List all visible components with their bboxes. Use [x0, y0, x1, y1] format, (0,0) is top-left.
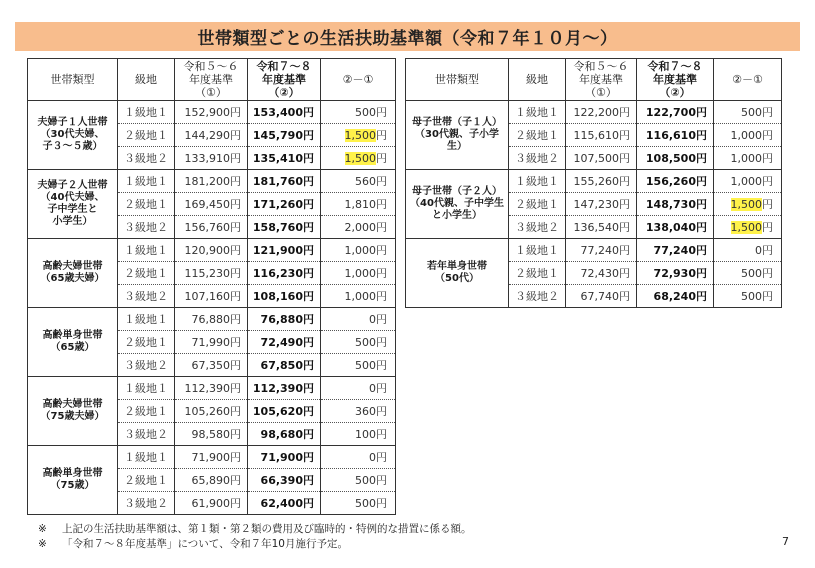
table-row — [406, 170, 782, 193]
household-type-line: 母子世帯（子２人） — [412, 186, 502, 197]
difference-cell — [321, 101, 396, 124]
difference-value: 1,000 — [344, 290, 376, 303]
new-standard-cell: 158,760円 — [248, 216, 321, 239]
level-cell: ３級地２ — [118, 423, 175, 446]
difference-cell — [714, 124, 782, 147]
household-type-line: 母子世帯（子１人） — [412, 117, 502, 128]
old-standard-cell: 152,900円 — [175, 101, 248, 124]
difference-cell — [714, 147, 782, 170]
difference-value: 500 — [355, 497, 376, 510]
old-standard-cell: 147,230円 — [566, 193, 637, 216]
level-cell: ２級地１ — [118, 193, 175, 216]
header-old-standard: 令和５～６ 年度基準 （①） — [566, 59, 637, 101]
level-cell: ３級地２ — [118, 285, 175, 308]
household-type-cell — [28, 308, 118, 377]
level-cell: １級地１ — [509, 101, 566, 124]
old-standard-cell: 105,260円 — [175, 400, 248, 423]
difference-value: 0 — [755, 244, 762, 257]
currency-unit: 円 — [376, 359, 387, 372]
table-row — [28, 101, 396, 124]
difference-cell — [321, 354, 396, 377]
new-standard-cell: 181,760円 — [248, 170, 321, 193]
difference-cell — [321, 492, 396, 515]
old-standard-cell: 71,990円 — [175, 331, 248, 354]
difference-value: 1,810 — [344, 198, 376, 211]
old-standard-cell: 72,430円 — [566, 262, 637, 285]
currency-unit: 円 — [376, 198, 387, 211]
footnote-1 — [38, 521, 472, 536]
household-type-line: （65歳） — [50, 342, 95, 353]
difference-cell — [714, 285, 782, 308]
difference-cell — [714, 239, 782, 262]
difference-value: 500 — [355, 474, 376, 487]
household-type-cell — [28, 377, 118, 446]
difference-value: 500 — [741, 106, 762, 119]
old-standard-cell: 133,910円 — [175, 147, 248, 170]
new-standard-cell: 156,260円 — [637, 170, 714, 193]
difference-value: 0 — [369, 382, 376, 395]
household-type-line: （50代） — [435, 273, 479, 284]
difference-cell — [321, 239, 396, 262]
household-type-line: （75歳夫婦） — [40, 411, 105, 422]
new-standard-cell: 62,400円 — [248, 492, 321, 515]
level-cell: １級地１ — [118, 170, 175, 193]
household-type-line: （40代夫婦、 — [40, 192, 105, 203]
table-row — [28, 377, 396, 400]
old-standard-cell: 77,240円 — [566, 239, 637, 262]
title-banner — [15, 22, 800, 51]
new-standard-cell: 72,490円 — [248, 331, 321, 354]
new-standard-cell: 77,240円 — [637, 239, 714, 262]
household-type-line: 高齢夫婦世帯 — [42, 399, 103, 410]
difference-cell — [321, 262, 396, 285]
difference-value: 0 — [369, 313, 376, 326]
old-standard-cell: 112,390円 — [175, 377, 248, 400]
difference-cell — [321, 446, 396, 469]
new-standard-cell: 153,400円 — [248, 101, 321, 124]
new-standard-cell: 171,260円 — [248, 193, 321, 216]
old-standard-cell: 156,760円 — [175, 216, 248, 239]
household-type-cell — [406, 170, 509, 239]
difference-cell — [321, 216, 396, 239]
old-standard-cell: 169,450円 — [175, 193, 248, 216]
difference-cell — [321, 170, 396, 193]
household-type-line: （30代親、子小学 — [415, 129, 499, 140]
difference-value: 1,500 — [730, 198, 762, 211]
old-standard-cell: 67,350円 — [175, 354, 248, 377]
household-type-line: （30代夫婦、 — [40, 129, 105, 140]
new-standard-cell: 105,620円 — [248, 400, 321, 423]
footnote-2 — [38, 536, 348, 551]
page-title: 世帯類型ごとの生活扶助基準額（令和７年１０月～） — [197, 29, 618, 49]
household-type-line: 若年単身世帯 — [427, 261, 487, 272]
old-standard-cell: 67,740円 — [566, 285, 637, 308]
new-standard-cell: 108,500円 — [637, 147, 714, 170]
household-type-line: 夫婦子２人世帯 — [37, 180, 108, 191]
difference-cell — [321, 377, 396, 400]
new-standard-cell: 145,790円 — [248, 124, 321, 147]
currency-unit: 円 — [376, 405, 387, 418]
header-new-standard: 令和７～８ 年度基準 （②） — [248, 59, 321, 101]
table-row — [28, 170, 396, 193]
level-cell: １級地１ — [118, 101, 175, 124]
household-type-line: （75歳） — [50, 480, 95, 491]
household-type-line: 子中学生と — [47, 204, 98, 215]
level-cell: ２級地１ — [118, 331, 175, 354]
note-text: 上記の生活扶助基準額は、第１類・第２類の費用及び臨時的・特例的な措置に係る額。 — [62, 523, 472, 535]
new-standard-cell: 148,730円 — [637, 193, 714, 216]
header-difference: ②－① — [321, 59, 396, 101]
level-cell: １級地１ — [118, 239, 175, 262]
new-standard-cell: 76,880円 — [248, 308, 321, 331]
currency-unit: 円 — [376, 290, 387, 303]
header-old-standard: 令和５～６ 年度基準 （①） — [175, 59, 248, 101]
currency-unit: 円 — [762, 106, 773, 119]
header-level: 級地 — [118, 59, 175, 101]
currency-unit: 円 — [376, 221, 387, 234]
header-household-type: 世帯類型 — [406, 59, 509, 101]
header-difference: ②－① — [714, 59, 782, 101]
difference-value: 1,500 — [730, 221, 762, 234]
new-standard-cell: 122,700円 — [637, 101, 714, 124]
difference-cell — [321, 147, 396, 170]
currency-unit: 円 — [376, 267, 387, 280]
difference-value: 500 — [355, 106, 376, 119]
difference-cell — [714, 216, 782, 239]
household-type-line: 高齢夫婦世帯 — [42, 261, 103, 272]
table-row — [406, 101, 782, 124]
level-cell: １級地１ — [118, 308, 175, 331]
note-mark: ※ — [38, 538, 47, 550]
old-standard-cell: 98,580円 — [175, 423, 248, 446]
header-household-type: 世帯類型 — [28, 59, 118, 101]
difference-value: 1,500 — [344, 129, 376, 142]
household-type-line: 生） — [447, 141, 467, 152]
old-standard-cell: 76,880円 — [175, 308, 248, 331]
level-cell: ２級地１ — [118, 469, 175, 492]
level-cell: ３級地２ — [118, 492, 175, 515]
household-type-cell — [406, 239, 509, 308]
difference-value: 500 — [741, 290, 762, 303]
level-cell: ３級地２ — [509, 285, 566, 308]
old-standard-cell: 115,610円 — [566, 124, 637, 147]
difference-cell — [714, 101, 782, 124]
new-standard-cell: 108,160円 — [248, 285, 321, 308]
difference-value: 1,000 — [730, 175, 762, 188]
right-standards-table — [405, 58, 782, 308]
difference-value: 1,000 — [344, 267, 376, 280]
table-row — [28, 308, 396, 331]
new-standard-cell: 135,410円 — [248, 147, 321, 170]
currency-unit: 円 — [762, 152, 773, 165]
difference-cell — [321, 469, 396, 492]
level-cell: ２級地１ — [118, 262, 175, 285]
currency-unit: 円 — [376, 106, 387, 119]
old-standard-cell: 65,890円 — [175, 469, 248, 492]
currency-unit: 円 — [376, 129, 387, 142]
difference-value: 500 — [355, 359, 376, 372]
difference-value: 500 — [741, 267, 762, 280]
old-standard-cell: 155,260円 — [566, 170, 637, 193]
level-cell: ２級地１ — [118, 400, 175, 423]
old-standard-cell: 120,900円 — [175, 239, 248, 262]
level-cell: ３級地２ — [118, 216, 175, 239]
difference-cell — [714, 262, 782, 285]
header-level: 級地 — [509, 59, 566, 101]
table-row — [28, 239, 396, 262]
difference-value: 0 — [369, 451, 376, 464]
household-type-cell — [28, 101, 118, 170]
table-row — [406, 239, 782, 262]
page-number: 7 — [782, 535, 789, 548]
level-cell: ３級地２ — [118, 147, 175, 170]
old-standard-cell: 122,200円 — [566, 101, 637, 124]
currency-unit: 円 — [376, 175, 387, 188]
new-standard-cell: 71,900円 — [248, 446, 321, 469]
currency-unit: 円 — [762, 175, 773, 188]
level-cell: ２級地１ — [509, 124, 566, 147]
difference-value: 1,000 — [730, 129, 762, 142]
note-text: 「令和７～８年度基準」について、令和７年10月施行予定。 — [62, 538, 348, 550]
difference-cell — [714, 170, 782, 193]
new-standard-cell: 68,240円 — [637, 285, 714, 308]
level-cell: １級地１ — [118, 377, 175, 400]
household-type-line: と小学生） — [432, 210, 482, 221]
new-standard-cell: 138,040円 — [637, 216, 714, 239]
new-standard-cell: 67,850円 — [248, 354, 321, 377]
level-cell: ２級地１ — [509, 262, 566, 285]
difference-value: 2,000 — [344, 221, 376, 234]
difference-value: 560 — [355, 175, 376, 188]
currency-unit: 円 — [762, 244, 773, 257]
old-standard-cell: 61,900円 — [175, 492, 248, 515]
currency-unit: 円 — [376, 497, 387, 510]
household-type-cell — [28, 239, 118, 308]
household-type-line: 小学生） — [52, 216, 93, 227]
difference-cell — [714, 193, 782, 216]
currency-unit: 円 — [762, 221, 773, 234]
difference-value: 1,000 — [344, 244, 376, 257]
currency-unit: 円 — [376, 474, 387, 487]
difference-value: 500 — [355, 336, 376, 349]
new-standard-cell: 116,610円 — [637, 124, 714, 147]
household-type-line: （65歳夫婦） — [40, 273, 105, 284]
new-standard-cell: 72,930円 — [637, 262, 714, 285]
level-cell: １級地１ — [118, 446, 175, 469]
difference-cell — [321, 308, 396, 331]
old-standard-cell: 144,290円 — [175, 124, 248, 147]
new-standard-cell: 98,680円 — [248, 423, 321, 446]
header-new-standard: 令和７～８ 年度基準 （②） — [637, 59, 714, 101]
difference-cell — [321, 331, 396, 354]
currency-unit: 円 — [376, 451, 387, 464]
new-standard-cell: 66,390円 — [248, 469, 321, 492]
household-type-line: 子３～５歳） — [42, 141, 103, 152]
currency-unit: 円 — [376, 428, 387, 441]
level-cell: ２級地１ — [118, 124, 175, 147]
new-standard-cell: 116,230円 — [248, 262, 321, 285]
table-row — [28, 446, 396, 469]
household-type-cell — [406, 101, 509, 170]
difference-value: 360 — [355, 405, 376, 418]
difference-cell — [321, 400, 396, 423]
household-type-line: 夫婦子１人世帯 — [37, 117, 108, 128]
old-standard-cell: 136,540円 — [566, 216, 637, 239]
currency-unit: 円 — [762, 267, 773, 280]
currency-unit: 円 — [376, 313, 387, 326]
currency-unit: 円 — [762, 290, 773, 303]
difference-value: 1,000 — [730, 152, 762, 165]
difference-cell — [321, 285, 396, 308]
old-standard-cell: 107,500円 — [566, 147, 637, 170]
new-standard-cell: 112,390円 — [248, 377, 321, 400]
difference-value: 100 — [355, 428, 376, 441]
household-type-line: 高齢単身世帯 — [42, 468, 103, 479]
left-standards-table — [27, 58, 396, 515]
level-cell: １級地１ — [509, 239, 566, 262]
currency-unit: 円 — [376, 336, 387, 349]
level-cell: ３級地２ — [509, 216, 566, 239]
level-cell: ３級地２ — [509, 147, 566, 170]
household-type-cell — [28, 446, 118, 515]
currency-unit: 円 — [376, 382, 387, 395]
new-standard-cell: 121,900円 — [248, 239, 321, 262]
household-type-cell — [28, 170, 118, 239]
note-mark: ※ — [38, 523, 47, 535]
currency-unit: 円 — [762, 129, 773, 142]
household-type-line: （40代親、子中学生 — [410, 198, 504, 209]
currency-unit: 円 — [762, 198, 773, 211]
old-standard-cell: 107,160円 — [175, 285, 248, 308]
currency-unit: 円 — [376, 244, 387, 257]
old-standard-cell: 115,230円 — [175, 262, 248, 285]
currency-unit: 円 — [376, 152, 387, 165]
difference-cell — [321, 124, 396, 147]
level-cell: ３級地２ — [118, 354, 175, 377]
difference-value: 1,500 — [344, 152, 376, 165]
level-cell: １級地１ — [509, 170, 566, 193]
household-type-line: 高齢単身世帯 — [42, 330, 103, 341]
difference-cell — [321, 193, 396, 216]
level-cell: ２級地１ — [509, 193, 566, 216]
old-standard-cell: 71,900円 — [175, 446, 248, 469]
old-standard-cell: 181,200円 — [175, 170, 248, 193]
difference-cell — [321, 423, 396, 446]
